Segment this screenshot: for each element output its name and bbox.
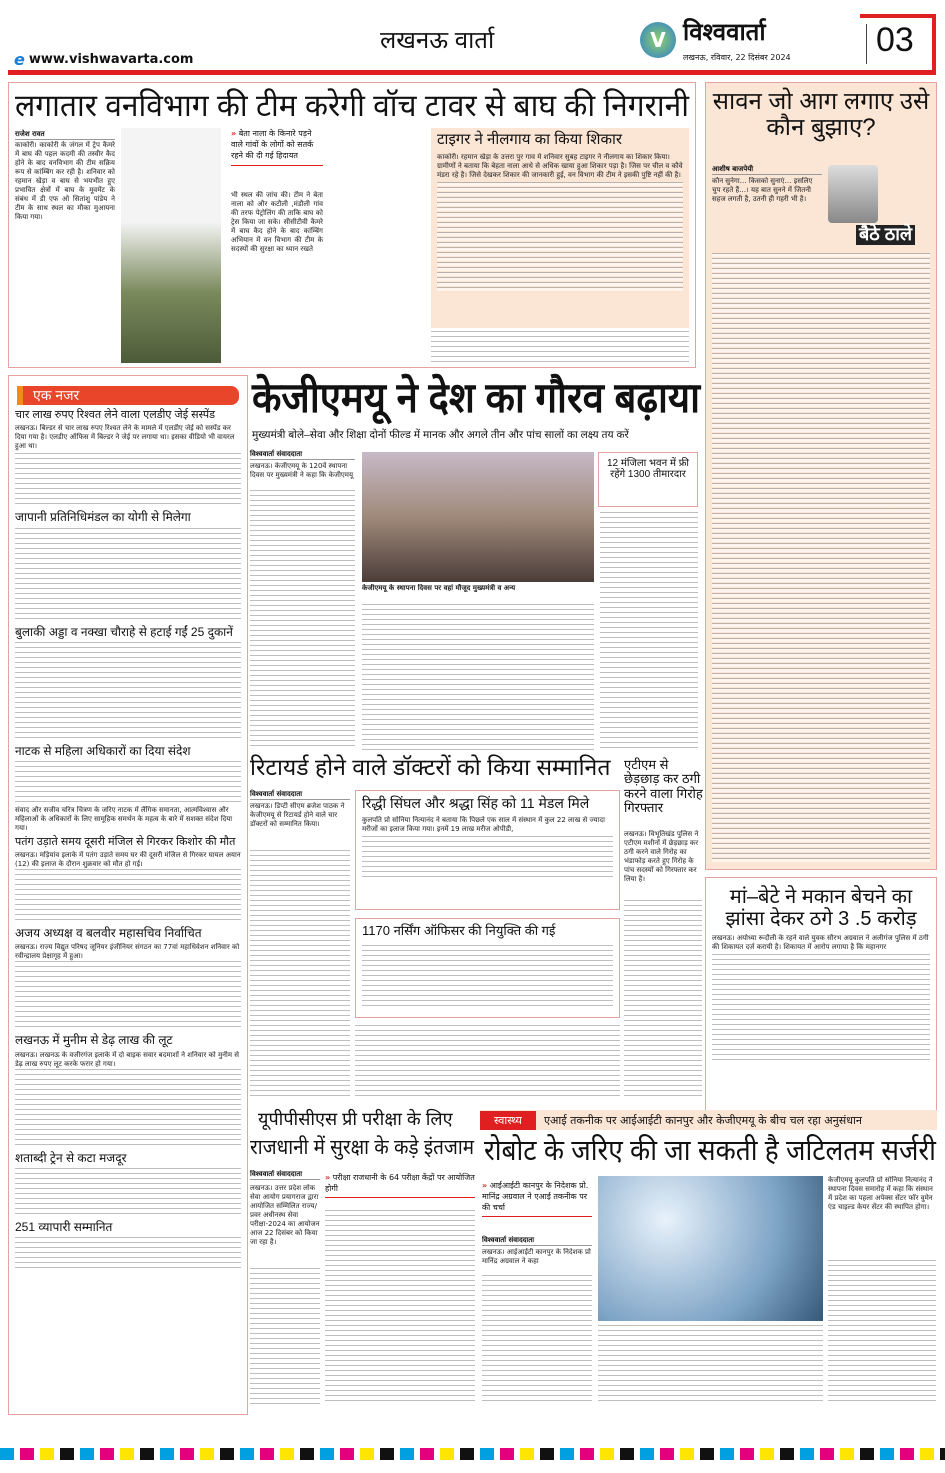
- box-body: कुलपति प्रो सोनिया नित्यानंद ने बताया कि पिछले एक साल में संस्थान में कुल 22 लाख से ज्यादा मरीजों का इलाज किया गया। इनमें 19 लाख मरीज ओपीडी,: [362, 816, 605, 834]
- byline: विश्ववार्ता संवाददाता: [250, 790, 350, 800]
- column-author: आशीष बाजपेयी: [712, 165, 822, 175]
- item-headline: शताब्दी ट्रेन से कटा मजदूर: [15, 1150, 127, 1165]
- atm-body: लखनऊ। विभूतिखंड पुलिस ने एटीएम मशीनों में छेड़छाड़ कर ठगी करने वाले गिरोह का भंडाफोड़ करते हुए गिरोह के पांच सदस्यों को गिरफ्तार कर लिया है।: [624, 830, 699, 883]
- item-headline: चार लाख रुपए रिश्वत लेने वाला एलडीए जेई सस्पेंड: [15, 409, 216, 422]
- author-photo: [828, 165, 878, 223]
- retire-body: लखनऊ। डिप्टी सीएम ब्रजेश पाठक ने केजीएमयू से रिटायर्ड होने वाले चार डॉक्टरों को सम्मानित किया।: [250, 802, 345, 828]
- column-body: कौन सुनेगा… किसको सुनाएं… इसलिए चुप रहते हैं…। यह बात सुनने में जितनी सहज लगती है, उतनी ही गहरी भी है।: [712, 177, 813, 203]
- column-headline: सावन जो आग लगाए उसे कौन बुझाए?: [712, 88, 930, 142]
- watch-tower-photo: [121, 128, 221, 363]
- column-article: [705, 82, 937, 870]
- uppsc-body: लखनऊ। उत्तर प्रदेश लोक सेवा आयोग प्रयागराज द्वारा आयोजित सम्मिलित राज्य/प्रवर अधीनस्थ सेवा परीक्षा-2024 का आयोजन आज 22 दिसंबर को किया जा रहा है।: [250, 1184, 320, 1246]
- item-headline: 251 व्यापारी सम्मानित: [15, 1219, 113, 1234]
- tiger-nilgai-box: [431, 128, 689, 328]
- health-strip: [480, 1110, 937, 1130]
- uppsc-kicker: यूपीपीसीएस प्री परीक्षा के लिए: [258, 1109, 453, 1129]
- item-headline: बुलाकी अड्डा व नक्खा चौराहे से हटाई गईं 25 दुकानें: [15, 624, 233, 639]
- main-subhead: मुख्यमंत्री बोले–सेवा और शिक्षा दोनों फील्ड में मानक और अगले तीन और पांच सालों का लक्ष्य तय करें: [252, 429, 629, 441]
- news-item: [9, 409, 247, 1272]
- box-headline: रिद्धी सिंघल और श्रद्धा सिंह को 11 मेडल मिले: [362, 795, 590, 811]
- box-headline: 12 मंजिला भवन में फ्री रहेंगे 1300 तीमारदार: [606, 458, 690, 480]
- section-tag: एक नजर: [17, 386, 239, 405]
- byline: विश्ववार्ता संवाददाता: [250, 1170, 320, 1180]
- event-photo: [362, 452, 594, 582]
- headline: लगातार वनविभाग की टीम करेगी वॉच टावर से बाघ की निगरानी: [15, 88, 689, 123]
- side-headline: टाइगर ने नीलगाय का किया शिकार: [437, 131, 622, 148]
- website-url[interactable]: e www.vishwavarta.com: [14, 50, 194, 69]
- article-body: लखनऊ। केजीएमयू के 120वें स्थापना दिवस पर मुख्यमंत्री ने कहा कि केजीएमयू: [250, 462, 354, 479]
- article-body-cont: भी स्थल की जांच की। टीम ने बेता नाला को और कटौली ,मंडौली गांव की तरफ पेट्रोलिंग की ताकि बाघ को ट्रेस किया जा सके। सीसीटीवी कैमरे में बाघ कैद होने के बाद कांम्बिंग अभियान में वन विभाग की टीम के सदस्यों की सुरक्षा का ध्यान रखते: [231, 191, 323, 253]
- photo-caption: केजीएमयू के स्थापना दिवस पर वहां मौजूद मुख्यमंत्री व अन्य: [362, 584, 516, 592]
- robot-body: लखनऊ। आईआईटी कानपुर के निदेशक प्रो मानिंद्र अग्रवाल ने कहा: [482, 1248, 591, 1265]
- ek-nazar-column: [8, 375, 248, 1415]
- item-headline: अजय अध्यक्ष व बलवीर महासचिव निर्वाचित: [15, 926, 202, 941]
- page-number: 03: [876, 21, 914, 59]
- byline: विश्ववार्ता संवाददाता: [250, 450, 355, 460]
- strap: एआई तकनीक पर आईआईटी कानपुर और केजीएमयू के बीच चल रहा अनुसंधान: [543, 1113, 862, 1127]
- medal-box: [355, 790, 620, 910]
- item-body: लखनऊ। लखनऊ के वजीरगंज इलाके में दो बाइक सवार बदमाशों ने शनिवार को मुनीम से डेढ़ लाख रुपए लूट करके फरार हो गया।: [15, 1050, 239, 1068]
- item-headline: जापानी प्रतिनिधिमंडल का योगी से मिलेगा: [15, 510, 191, 525]
- callout: » बेता नाला के किनारे पड़ने वाले गांवों के लोगों को सतर्क रहने की दी गई हिदायत: [231, 128, 323, 166]
- side-body: काकोरी। रहमान खेड़ा के उत्तरा पुर गाव मे शनिवार सुबह टाइगर ने नीलगाय का शिकार किया। ग्रामीणों ने बताया कि बेहता नाला आधे से अधिक खाया हुआ शिकार पड़ा है। जिस पर चील व कौवे मंडरा रहे है। जिसे देखकर शिकार की जानकारी हुई, वन विभाग की टीम ने इसकी पुष्टि नहीं की है।: [437, 152, 683, 179]
- headline: मां–बेटे ने मकान बेचने का झांसा देकर ठगे 3 .5 करोड़: [725, 886, 917, 930]
- double-chevron-icon: »: [325, 1173, 331, 1182]
- double-chevron-icon: »: [231, 129, 237, 138]
- surgical-robot-photo: [598, 1176, 823, 1321]
- brand-name: विश्ववार्ता: [683, 19, 766, 46]
- robot-callout: » आईआईटी कानपुर के निदेशक प्रो. मानिंद्र अग्रवाल ने एआई तकनीक पर की चर्चा: [482, 1180, 592, 1217]
- column-name: बैठे ठाले: [856, 225, 915, 245]
- uppsc-headline: राजधानी में सुरक्षा के कड़े इंतजाम: [250, 1136, 475, 1159]
- top-story: [8, 82, 696, 368]
- item-body: लखनऊ। राज्य विद्युत परिषद जूनियर इंजीनियर संगठन का 77वां महाधिवेशन शनिवार को रवीन्द्रालय प्रेक्षागृह में हुआ।: [15, 943, 240, 961]
- byline: राजेश रावत: [15, 130, 115, 140]
- double-chevron-icon: »: [482, 1181, 488, 1190]
- section-tag: स्वास्थ्य: [480, 1111, 536, 1130]
- item-headline: लखनऊ में मुनीम से डेढ़ लाख की लूट: [15, 1033, 173, 1048]
- browser-icon: e: [14, 50, 25, 69]
- item-headline: नाटक से महिला अधिकारों का दिया संदेश: [15, 743, 191, 758]
- retire-headline: रिटायर्ड होने वाले डॉक्टरों को किया सम्मानित: [250, 754, 611, 780]
- box-headline: 1170 नर्सिंग ऑफिसर की नियुक्ति की गई: [362, 923, 556, 938]
- item-body: लखनऊ। बिल्डर से चार लाख रुपए रिश्वत लेने के मामले में एलडीए जेई को सस्पेंड कर दिया गया है। एलडीए ऑफिस में बिल्डर ने जेई पर लगाया था। इसका वीडियो भी वायरल हुआ था।: [15, 424, 235, 451]
- dateline: लखनऊ, रविवार, 22 दिसंबर 2024: [683, 53, 791, 62]
- page-number-box: [860, 14, 936, 70]
- article-body: काकोरी। काकोरी के जंगल में ट्रेप कैमरे में बाघ की पहल कदमी की तस्वीर कैद होने के बाद वनविभाग की टीम सक्रिय रूप से कांम्बिंग कर रही है। शनिवार को रहमान खेड़ा व बाघ से भयभीत हुए प्रभावित क्षेत्रों में बाघ के मूवमेंट के संबंध में डी एफ ओ सितांशु पांडेय ने टीम के साथ स्थल का मौका मुआयना किया गया।: [15, 141, 115, 221]
- robot-headline: रोबोट के जरिए की जा सकती है जटिलतम सर्जरी: [484, 1135, 936, 1167]
- nursing-box: [355, 918, 620, 1018]
- item-body: लखनऊ। मड़ियांव इलाके में पतंग उड़ाते समय घर की दूसरी मंजिल से गिरकर घायल अयान (12) की इलाज के दौरान शुक्रवार को मौत हो गई।: [15, 851, 241, 869]
- mother-son-fraud-story: [705, 877, 937, 1112]
- header-rule: [8, 70, 936, 75]
- body: लखनऊ। अयोध्या रूदौली के रहने वाले युवक सौरभ अग्रवाल ने अलीगंज पुलिस में ठगी की शिकायत दर्ज करायी है। शिकायत में आरोप लगाया है कि महानगर: [712, 934, 929, 951]
- robot-body-cont: केजीएमयू कुलपति प्रो सोनिया नित्यानंद ने स्थापना दिवस समारोह में कहा कि संस्थान में प्रदेश का पहला अपेक्स सेंटर फॉर वुमेन एंड चाइल्ड केयर सेंटर की स्थापित होगा।: [828, 1176, 933, 1211]
- item-body: संवाद और सजीव चरित्र चित्रण के जरिए नाटक में लैंगिक समानता, आत्मविश्वास और महिलाओं के अधिकारों के लिए सामूहिक समर्थन के महत्व के बारे में सशक्त संदेश दिया गया।: [15, 806, 233, 833]
- print-registration-bar: [0, 1448, 945, 1460]
- section-title: लखनऊ वार्ता: [380, 27, 495, 54]
- info-box: [598, 452, 698, 507]
- main-headline: केजीएमयू ने देश का गौरव बढ़ाया: [252, 374, 701, 421]
- uppsc-callout: » परीक्षा राजधानी के 64 परीक्षा केंद्रों पर आयोजित होगी: [325, 1172, 475, 1198]
- atm-headline: एटीएम से छेड़छाड़ कर ठगी करने वाला गिरोह गिरफ्तार: [624, 757, 703, 815]
- byline: विश्ववार्ता संवाददाता: [482, 1236, 592, 1246]
- brand-logo: V: [640, 22, 676, 58]
- item-headline: पतंग उड़ाते समय दूसरी मंजिल से गिरकर किशोर की मौत: [15, 836, 236, 849]
